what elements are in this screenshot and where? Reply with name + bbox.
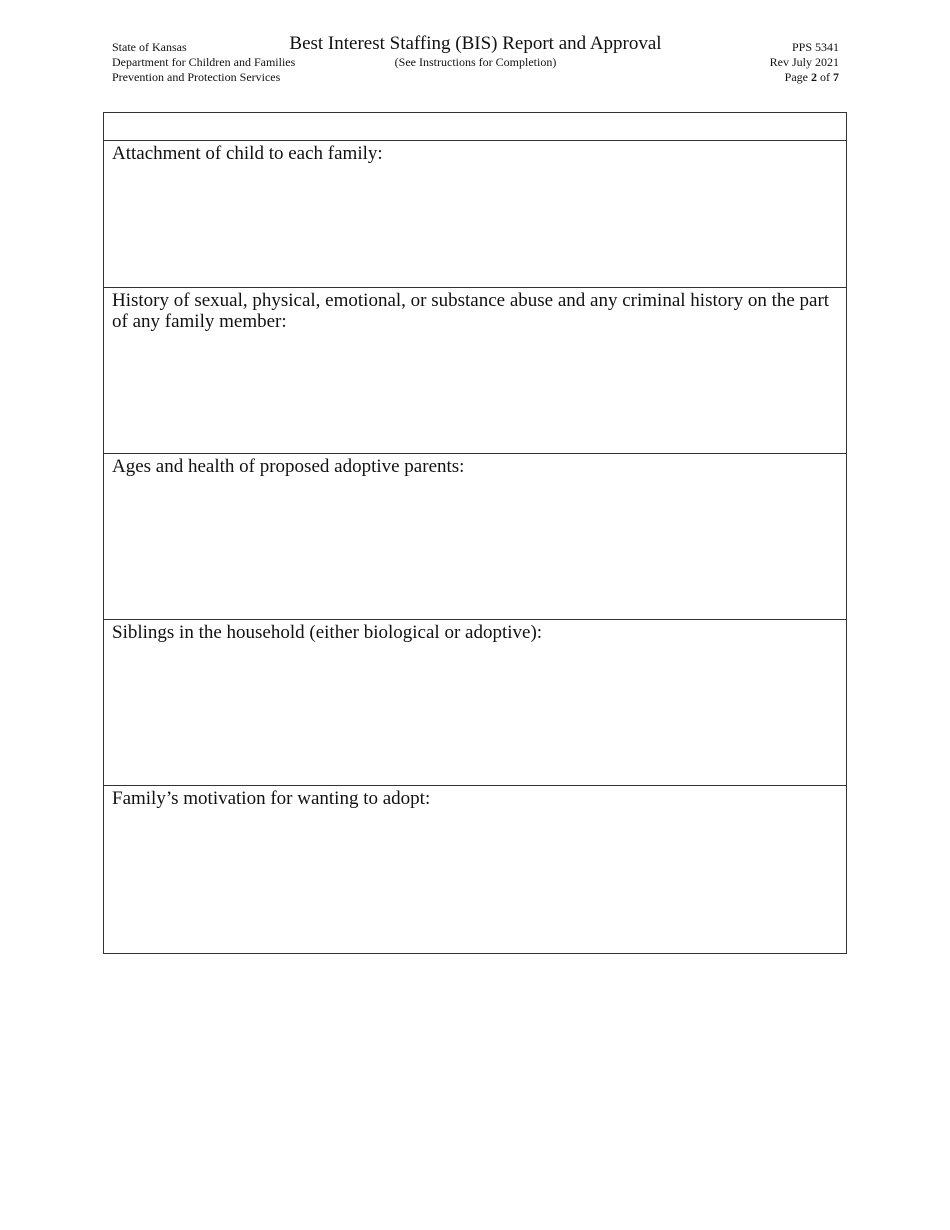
page-number bbox=[770, 70, 839, 85]
section-ages-health[interactable] bbox=[104, 454, 846, 620]
form-title: Best Interest Staffing (BIS) Report and Approval bbox=[289, 33, 662, 54]
page-total: 7 bbox=[833, 70, 839, 84]
section-label: Attachment of child to each family: bbox=[112, 143, 383, 164]
section-motivation[interactable] bbox=[104, 786, 846, 953]
agency-division: Prevention and Protection Services bbox=[112, 70, 281, 84]
title-block bbox=[112, 34, 839, 70]
agency-state: State of Kansas bbox=[112, 40, 187, 54]
section-abuse-history[interactable] bbox=[104, 288, 846, 454]
agency-department: Department for Children and Families bbox=[112, 55, 296, 69]
section-siblings[interactable] bbox=[104, 620, 846, 786]
section-label: Family’s motivation for wanting to adopt: bbox=[112, 788, 431, 809]
section-label: History of sexual, physical, emotional, or substance abuse and any criminal history on the part of any family member: bbox=[112, 290, 830, 332]
form-revision: Rev July 2021 bbox=[769, 55, 839, 69]
form-meta-block bbox=[770, 40, 839, 85]
form-subtitle: (See Instructions for Completion) bbox=[394, 55, 557, 69]
page-of: of bbox=[820, 70, 830, 84]
page-prefix: Page bbox=[784, 70, 808, 84]
form-number: PPS 5341 bbox=[791, 40, 839, 54]
section-attachment[interactable] bbox=[104, 141, 846, 288]
section-label: Siblings in the household (either biological or adoptive): bbox=[112, 622, 543, 643]
form-table bbox=[103, 112, 847, 954]
page-current: 2 bbox=[811, 70, 817, 84]
section-label: Ages and health of proposed adoptive parents: bbox=[112, 456, 465, 477]
blank-header-row bbox=[104, 113, 846, 141]
page-header bbox=[112, 33, 839, 86]
